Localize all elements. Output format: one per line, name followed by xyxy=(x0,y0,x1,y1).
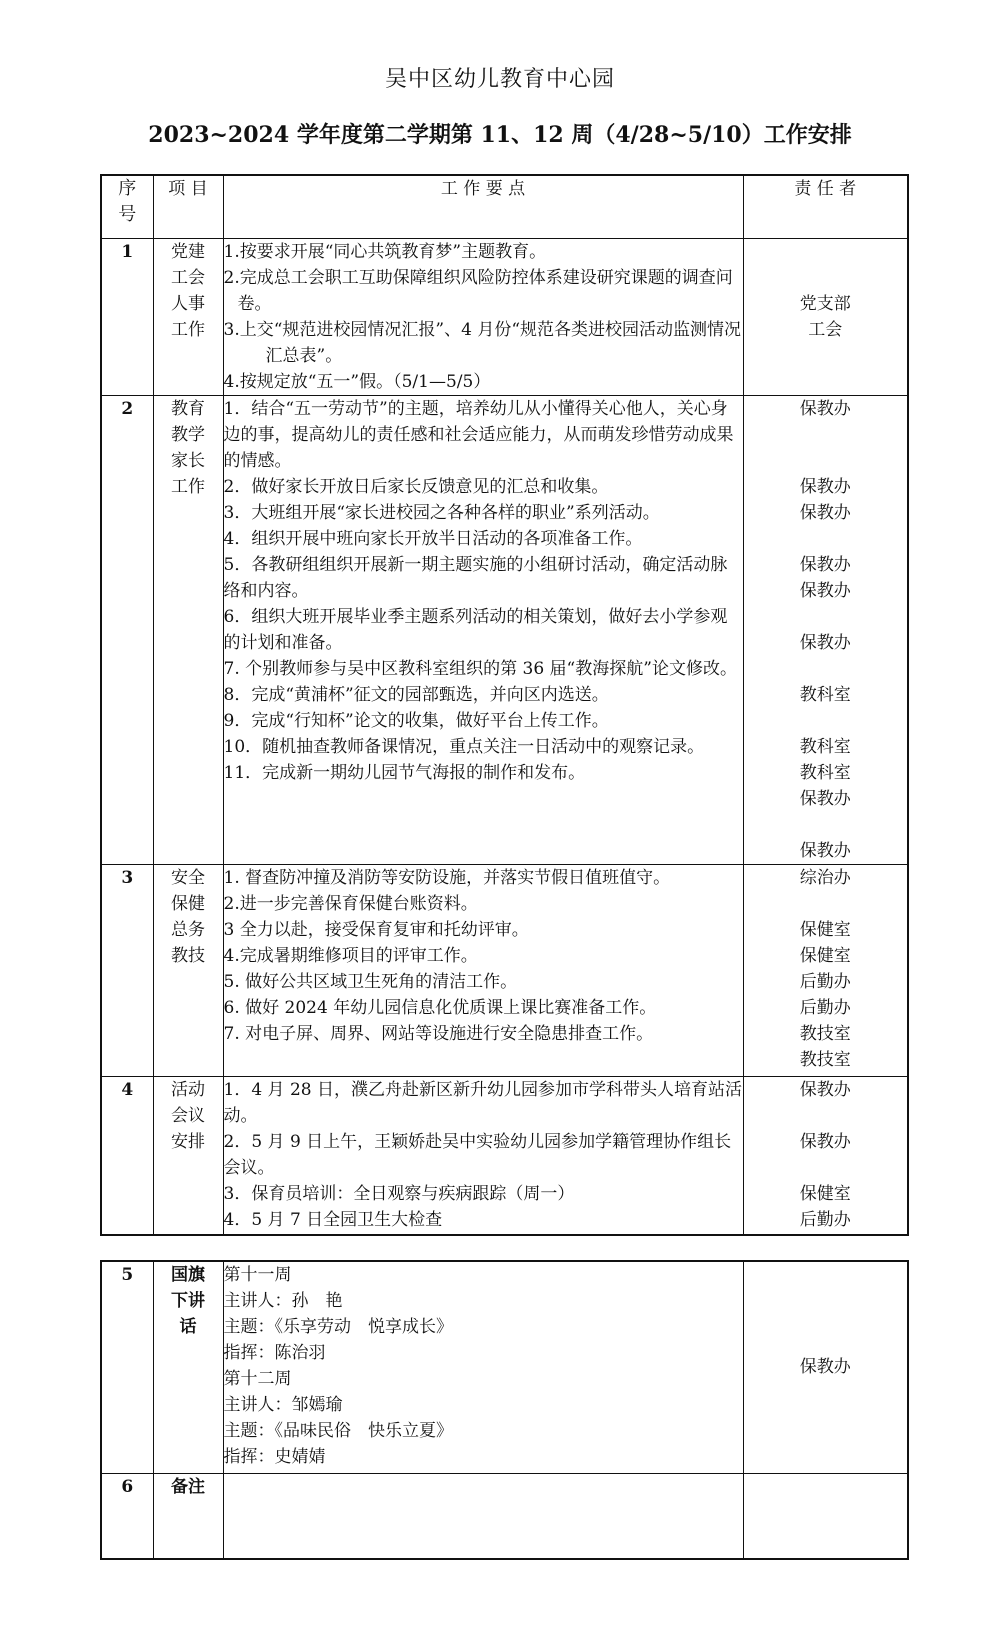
responsible-name xyxy=(744,526,908,552)
category-label: 党建 工会 人事 工作 xyxy=(171,242,205,340)
header-category: 项 目 xyxy=(153,175,223,239)
row-number: 5 xyxy=(101,1261,153,1473)
responsible-name xyxy=(744,708,908,734)
responsible-name: 保教办 xyxy=(799,789,851,809)
table-row xyxy=(101,1473,908,1559)
row-items xyxy=(223,1473,743,1559)
list-item: 主讲人：邹嫣瑜 xyxy=(223,1395,343,1415)
org-title: 吴中区幼儿教育中心园 xyxy=(384,67,615,92)
speech-table xyxy=(100,1260,909,1560)
row-category xyxy=(153,865,223,1077)
responsible-name xyxy=(744,656,908,682)
list-item: 9．完成“行知杯”论文的收集，做好平台上传工作。 xyxy=(223,711,609,731)
row-number: 4 xyxy=(101,1077,153,1235)
responsible-name xyxy=(744,604,908,630)
row-items xyxy=(223,1261,743,1473)
responsible-name: 保教办 xyxy=(799,399,851,419)
list-item: 3．大班组开展“家长进校园之各种各样的职业”系列活动。 xyxy=(223,503,660,523)
responsible-name: 教技室 xyxy=(799,1050,851,1070)
list-item: 4.完成暑期维修项目的评审工作。 xyxy=(223,946,478,966)
list-item: 1．4 月 28 日，濮乙舟赴新区新升幼儿园参加市学科带头人培育站活动。 xyxy=(223,1080,742,1126)
header-responsible: 责 任 者 xyxy=(743,175,908,239)
responsible-name: 保教办 xyxy=(799,503,851,523)
list-item: 2．做好家长开放日后家长反馈意见的汇总和收集。 xyxy=(223,477,609,497)
row-responsible xyxy=(743,239,908,396)
responsible-name: 保教办 xyxy=(799,841,851,861)
list-item: 10．随机抽查教师备课情况，重点关注一日活动中的观察记录。 xyxy=(223,737,705,757)
responsible-name xyxy=(744,812,908,838)
row-number: 6 xyxy=(101,1473,153,1559)
list-item: 2.进一步完善保育保健台账资料。 xyxy=(223,894,478,914)
list-item: 2.完成总工会职工互助保障组织风险防控体系建设研究课题的调查问卷。 xyxy=(223,268,733,314)
table-row xyxy=(101,1077,908,1235)
responsible-name: 党支部 xyxy=(799,294,851,314)
header-content: 工 作 要 点 xyxy=(223,175,743,239)
row-category xyxy=(153,1473,223,1559)
row-responsible xyxy=(743,1473,908,1559)
row-responsible xyxy=(743,396,908,865)
responsible-name: 综治办 xyxy=(799,868,851,888)
header-seq-text: 序 号 xyxy=(118,178,137,225)
responsible-name: 保教办 xyxy=(799,477,851,497)
row-number: 2 xyxy=(101,396,153,865)
list-item: 主题：《乐享劳动 悦享成长》 xyxy=(223,1317,453,1337)
responsible-name xyxy=(744,1103,908,1129)
table-row xyxy=(101,1261,908,1473)
row-category xyxy=(153,1261,223,1473)
table-header-row xyxy=(101,175,908,239)
row-responsible xyxy=(743,1077,908,1235)
responsible-name: 保教办 xyxy=(799,581,851,601)
list-item: 主题：《品味民俗 快乐立夏》 xyxy=(223,1421,453,1441)
responsible-name: 保健室 xyxy=(799,1184,851,1204)
responsible-name xyxy=(744,448,908,474)
row-items xyxy=(223,1077,743,1235)
table-row xyxy=(101,396,908,865)
responsible-name xyxy=(744,1155,908,1181)
row-number: 1 xyxy=(101,239,153,396)
row-number: 3 xyxy=(101,865,153,1077)
list-item: 8．完成“黄浦杯”征文的园部甄选，并向区内选送。 xyxy=(223,685,609,705)
list-item: 1. 督查防冲撞及消防等安防设施，并落实节假日值班值守。 xyxy=(223,868,671,888)
schedule-table xyxy=(100,174,909,1236)
responsible-name: 工会 xyxy=(808,320,843,340)
list-item: 指挥：史婧婧 xyxy=(223,1447,326,1467)
responsible-name: 后勤办 xyxy=(799,998,851,1018)
list-item: 指挥：陈治羽 xyxy=(223,1343,326,1363)
row-items xyxy=(223,396,743,865)
row-category xyxy=(153,239,223,396)
list-item: 3．保育员培训：全日观察与疾病跟踪（周一） xyxy=(223,1184,575,1204)
row-category xyxy=(153,1077,223,1235)
list-item: 1.按要求开展“同心共筑教育梦”主题教育。 xyxy=(223,242,547,262)
responsible-name: 教技室 xyxy=(799,1024,851,1044)
responsible-name: 后勤办 xyxy=(799,1210,851,1230)
responsible-name: 后勤办 xyxy=(799,972,851,992)
table-row xyxy=(101,239,908,396)
list-item: 11．完成新一期幼儿园节气海报的制作和发布。 xyxy=(223,763,586,783)
table-row xyxy=(101,865,908,1077)
row-responsible: 保教办 xyxy=(743,1261,908,1473)
list-item: 5．各教研组组织开展新一期主题实施的小组研讨活动，确定活动脉络和内容。 xyxy=(223,555,728,601)
responsible-name: 保健室 xyxy=(799,946,851,966)
header-seq xyxy=(101,175,153,239)
list-item: 1．结合“五一劳动节”的主题，培养幼儿从小懂得关心他人，关心身边的事，提高幼儿的责任感和社会适应能力，从而萌发珍惜劳动成果的情感。 xyxy=(223,399,734,471)
list-item: 2．5 月 9 日上午，王颖娇赴吴中实验幼儿园参加学籍管理协作组长会议。 xyxy=(223,1132,732,1178)
row-items xyxy=(223,239,743,396)
list-item: 7. 个别教师参与吴中区教科室组织的第 36 届“教海探航”论文修改。 xyxy=(223,659,737,679)
list-item: 5. 做好公共区域卫生死角的清洁工作。 xyxy=(223,972,518,992)
list-item: 第十二周 xyxy=(223,1369,292,1389)
list-item: 第十一周 xyxy=(223,1265,292,1285)
category-label: 教育 教学 家长 工作 xyxy=(171,399,205,497)
list-item: 6. 做好 2024 年幼儿园信息化优质课上课比赛准备工作。 xyxy=(223,998,657,1018)
category-label: 备注 xyxy=(171,1476,205,1497)
row-items xyxy=(223,865,743,1077)
list-item: 6．组织大班开展毕业季主题系列活动的相关策划，做好去小学参观的计划和准备。 xyxy=(223,607,728,653)
schedule-subtitle: 2023~2024 学年度第二学期第 11、12 周（4/28~5/10）工作安排 xyxy=(148,122,852,148)
responsible-name: 教科室 xyxy=(799,685,851,705)
responsible-name xyxy=(744,422,908,448)
responsible-name: 教科室 xyxy=(799,737,851,757)
list-item: 3.上交“规范进校园情况汇报”、4 月份“规范各类进校园活动监测情况汇总表”。 xyxy=(223,320,742,366)
row-responsible xyxy=(743,865,908,1077)
category-label: 国旗 下讲 话 xyxy=(171,1265,205,1337)
list-item: 4.按规定放“五一”假。（5/1—5/5） xyxy=(223,372,491,392)
responsible-name: 保教办 xyxy=(799,1080,851,1100)
list-item: 7. 对电子屏、周界、网站等设施进行安全隐患排查工作。 xyxy=(223,1024,654,1044)
row-category xyxy=(153,396,223,865)
responsible-name: 保健室 xyxy=(799,920,851,940)
list-item: 4．5 月 7 日全园卫生大检查 xyxy=(223,1210,443,1230)
category-label: 安全 保健 总务 教技 xyxy=(171,868,205,966)
responsible-name: 保教办 xyxy=(799,555,851,575)
list-item: 4．组织开展中班向家长开放半日活动的各项准备工作。 xyxy=(223,529,643,549)
responsible-name: 保教办 xyxy=(799,633,851,653)
category-label: 活动 会议 安排 xyxy=(171,1080,205,1152)
list-item: 主讲人：孙 艳 xyxy=(223,1291,343,1311)
responsible-name: 教科室 xyxy=(799,763,851,783)
list-item: 3 全力以赴，接受保育复审和托幼评审。 xyxy=(223,920,529,940)
responsible-name xyxy=(744,891,908,917)
responsible-name: 保教办 xyxy=(799,1132,851,1152)
